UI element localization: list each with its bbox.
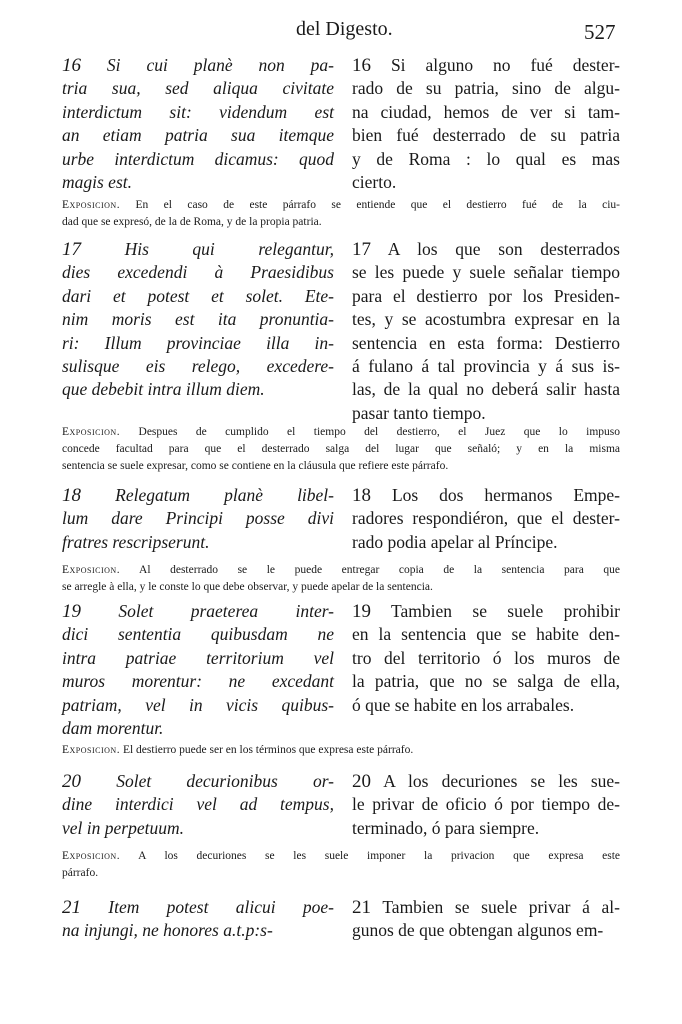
exposicion-note bbox=[62, 562, 620, 596]
line-text: que debebit intra illum diem. bbox=[62, 379, 265, 400]
note-text: párrafo. bbox=[62, 867, 99, 879]
line-text: le privar de oficio ó por tiempo de- bbox=[352, 794, 620, 815]
note-line bbox=[62, 441, 620, 458]
line-text: Solet praeterea inter- bbox=[118, 601, 335, 621]
line-text: rado podia apelar al Príncipe. bbox=[352, 531, 558, 552]
text-line bbox=[62, 919, 334, 942]
line-text: terminado, ó para siempre. bbox=[352, 817, 540, 838]
note-line bbox=[62, 742, 620, 759]
note-text: A los decuriones se les suele imponer la privacion que expresa este bbox=[138, 850, 620, 862]
exposicion-label: Exposicion. bbox=[62, 564, 121, 576]
latin-text-column bbox=[62, 770, 334, 840]
note-text: sentencia se suele expresar, como se contiene en la cláusula que refiere este párrafo. bbox=[62, 460, 449, 472]
text-line bbox=[352, 101, 620, 124]
page-number: 527 bbox=[584, 20, 616, 44]
line-text: rado de su patria, sino de algu- bbox=[352, 78, 620, 99]
text-line bbox=[62, 600, 334, 623]
line-text: na injungi, ne honores a.t.p:s- bbox=[62, 920, 273, 941]
text-line bbox=[62, 148, 334, 171]
note-text: se arregle à ella, y le conste lo que debe observar, y puede apelar de la sentencia. bbox=[62, 581, 433, 593]
note-line bbox=[62, 458, 620, 475]
text-line bbox=[352, 694, 620, 717]
line-text: dine interdici vel ad tempus, bbox=[62, 794, 334, 815]
line-text: Los dos hermanos Empe- bbox=[391, 485, 620, 505]
text-line bbox=[62, 171, 334, 194]
text-line bbox=[62, 793, 334, 816]
paragraph-number: 17 bbox=[62, 239, 81, 260]
text-line bbox=[352, 378, 620, 401]
paragraph-number: 16 bbox=[352, 55, 371, 76]
exposicion-label: Exposicion. bbox=[62, 199, 121, 211]
exposicion-note bbox=[62, 197, 620, 231]
text-line bbox=[62, 77, 334, 100]
paragraph-number: 18 bbox=[62, 485, 81, 506]
line-text: para el destierro por los Presiden- bbox=[352, 285, 620, 306]
text-line bbox=[352, 531, 620, 554]
line-text: Item potest alicui poe- bbox=[108, 897, 334, 917]
text-line bbox=[352, 285, 620, 308]
line-text: bien fué desterrado de su patria bbox=[352, 125, 620, 146]
text-line bbox=[62, 54, 334, 77]
note-line bbox=[62, 214, 620, 231]
paragraph-number: 19 bbox=[62, 601, 81, 622]
line-text: y de Roma : lo qual es mas bbox=[352, 148, 620, 169]
exposicion-label: Exposicion. bbox=[62, 426, 121, 438]
text-line bbox=[352, 54, 620, 77]
note-text: Al desterrado se le puede entregar copia de la sentencia para que bbox=[139, 564, 620, 576]
text-line bbox=[352, 261, 620, 284]
paragraph-number: 18 bbox=[352, 485, 371, 506]
line-text: sentencia en esta forma: Destierro bbox=[352, 332, 620, 353]
text-line bbox=[352, 484, 620, 507]
line-text: dies excedendi à Praesidibus bbox=[62, 262, 334, 283]
line-text: se les puede y suele señalar tiempo bbox=[352, 262, 620, 283]
line-text: ri: Illum provinciae illa in- bbox=[62, 332, 334, 353]
line-text: gunos de que obtengan algunos em- bbox=[352, 920, 604, 941]
text-line bbox=[352, 148, 620, 171]
text-line bbox=[62, 817, 334, 840]
text-line bbox=[62, 531, 334, 554]
spanish-translation-column bbox=[352, 484, 620, 554]
line-text: Solet decurionibus or- bbox=[116, 771, 334, 791]
line-text: muros morentur: ne excedant bbox=[62, 671, 334, 692]
latin-text-column bbox=[62, 54, 334, 194]
text-line bbox=[62, 896, 334, 919]
line-text: Tambien se suele privar á al- bbox=[382, 897, 620, 917]
line-text: ó que se habite en los arrabales. bbox=[352, 694, 575, 715]
text-line bbox=[62, 378, 334, 401]
text-line bbox=[62, 238, 334, 261]
text-line bbox=[352, 793, 620, 816]
text-line bbox=[352, 919, 620, 942]
note-line bbox=[62, 848, 620, 865]
line-text: nim moris est ita pronuntia- bbox=[62, 309, 334, 330]
text-line bbox=[352, 238, 620, 261]
text-line bbox=[62, 261, 334, 284]
text-line bbox=[352, 332, 620, 355]
text-line bbox=[352, 623, 620, 646]
latin-text-column bbox=[62, 896, 334, 943]
text-line bbox=[62, 623, 334, 646]
text-line bbox=[62, 717, 334, 740]
text-line bbox=[62, 124, 334, 147]
text-line bbox=[62, 694, 334, 717]
line-text: tes, y se acostumbra expresar en la bbox=[352, 309, 620, 330]
running-head: del Digesto. bbox=[296, 18, 393, 40]
text-line bbox=[62, 507, 334, 530]
text-line bbox=[352, 600, 620, 623]
text-line bbox=[62, 308, 334, 331]
paragraph-number: 17 bbox=[352, 239, 371, 260]
spanish-translation-column bbox=[352, 238, 620, 425]
line-text: radores respondiéron, que el dester- bbox=[352, 508, 620, 529]
note-text: El destierro puede ser en los términos que expresa este párrafo. bbox=[122, 744, 414, 756]
spanish-translation-column bbox=[352, 770, 620, 840]
text-line bbox=[62, 647, 334, 670]
note-text: En el caso de este párrafo se entiende que el destierro fué de la ciu- bbox=[135, 199, 620, 211]
exposicion-note bbox=[62, 742, 620, 759]
line-text: magis est. bbox=[62, 172, 132, 193]
note-line bbox=[62, 562, 620, 579]
line-text: en la sentencia que se habite den- bbox=[352, 624, 620, 645]
line-text: dici sententia quibusdam ne bbox=[62, 624, 334, 645]
text-line bbox=[62, 332, 334, 355]
line-text: dam morentur. bbox=[62, 718, 164, 739]
text-line bbox=[62, 285, 334, 308]
text-line bbox=[352, 77, 620, 100]
page-header bbox=[0, 16, 682, 50]
line-text: an etiam patria sua itemque bbox=[62, 125, 334, 146]
latin-text-column bbox=[62, 600, 334, 740]
line-text: Relegatum planè libel- bbox=[115, 485, 335, 505]
line-text: patriam, vel in vicis quibus- bbox=[62, 694, 334, 715]
line-text: Si alguno no fué dester- bbox=[390, 55, 620, 75]
paragraph-number: 16 bbox=[62, 55, 81, 76]
line-text: interdictum sit: videndum est bbox=[62, 101, 334, 122]
text-line bbox=[352, 171, 620, 194]
line-text: sulisque eis relego, excedere- bbox=[62, 356, 334, 377]
spanish-translation-column bbox=[352, 896, 620, 943]
paragraph-number: 19 bbox=[352, 601, 371, 622]
text-line bbox=[352, 770, 620, 793]
line-text: tro del territorio ó los muros de bbox=[352, 647, 620, 668]
spanish-translation-column bbox=[352, 54, 620, 194]
paragraph-number: 20 bbox=[62, 771, 81, 792]
text-line bbox=[62, 101, 334, 124]
paragraph-number: 20 bbox=[352, 771, 371, 792]
line-text: A los que son desterrados bbox=[387, 239, 620, 259]
text-line bbox=[352, 355, 620, 378]
latin-text-column bbox=[62, 484, 334, 554]
line-text: la patria, que no se salga de ella, bbox=[352, 671, 620, 692]
line-text: lum dare Principi posse divi bbox=[62, 508, 334, 529]
note-line bbox=[62, 424, 620, 441]
exposicion-note bbox=[62, 424, 620, 475]
note-text: concede facultad para que el desterrado salga del lugar que señaló; y en la misma bbox=[62, 443, 620, 455]
text-line bbox=[352, 670, 620, 693]
line-text: His qui relegantur, bbox=[124, 239, 335, 259]
note-text: Despues de cumplido el tiempo del destierro, el Juez que lo impuso bbox=[138, 426, 621, 438]
text-line bbox=[352, 124, 620, 147]
line-text: tria sua, sed aliqua civitate bbox=[62, 78, 334, 99]
line-text: dari et potest et solet. Ete- bbox=[62, 285, 334, 306]
note-text: dad que se expresó, de la de Roma, y de la propia patria. bbox=[62, 216, 322, 228]
line-text: A los decuriones se les sue- bbox=[383, 771, 620, 791]
line-text: intra patriae territorium vel bbox=[62, 647, 334, 668]
text-line bbox=[62, 484, 334, 507]
text-line bbox=[352, 647, 620, 670]
line-text: na ciudad, hemos de ver si tam- bbox=[352, 101, 620, 122]
spanish-translation-column bbox=[352, 600, 620, 717]
text-line bbox=[62, 670, 334, 693]
line-text: Si cui planè non pa- bbox=[106, 55, 335, 75]
paragraph-number: 21 bbox=[62, 897, 81, 918]
line-text: á fulano á tal provincia y á sus is- bbox=[352, 356, 620, 377]
text-line bbox=[62, 770, 334, 793]
text-line bbox=[62, 355, 334, 378]
note-line bbox=[62, 865, 620, 882]
line-text: fratres rescripserunt. bbox=[62, 531, 210, 552]
line-text: cierto. bbox=[352, 172, 397, 193]
line-text: las, de la qual no deberá salir hasta bbox=[352, 379, 620, 400]
exposicion-note bbox=[62, 848, 620, 882]
text-line bbox=[352, 308, 620, 331]
note-line bbox=[62, 579, 620, 596]
line-text: pasar tanto tiempo. bbox=[352, 402, 486, 423]
latin-text-column bbox=[62, 238, 334, 402]
note-line bbox=[62, 197, 620, 214]
text-line bbox=[352, 817, 620, 840]
text-line bbox=[352, 402, 620, 425]
paragraph-number: 21 bbox=[352, 897, 371, 918]
exposicion-label: Exposicion. bbox=[62, 850, 121, 862]
exposicion-label: Exposicion. bbox=[62, 744, 121, 756]
line-text: Tambien se suele prohibir bbox=[391, 601, 621, 621]
line-text: urbe interdictum dicamus: quod bbox=[62, 148, 334, 169]
line-text: vel in perpetuum. bbox=[62, 817, 184, 838]
text-line bbox=[352, 507, 620, 530]
text-line bbox=[352, 896, 620, 919]
